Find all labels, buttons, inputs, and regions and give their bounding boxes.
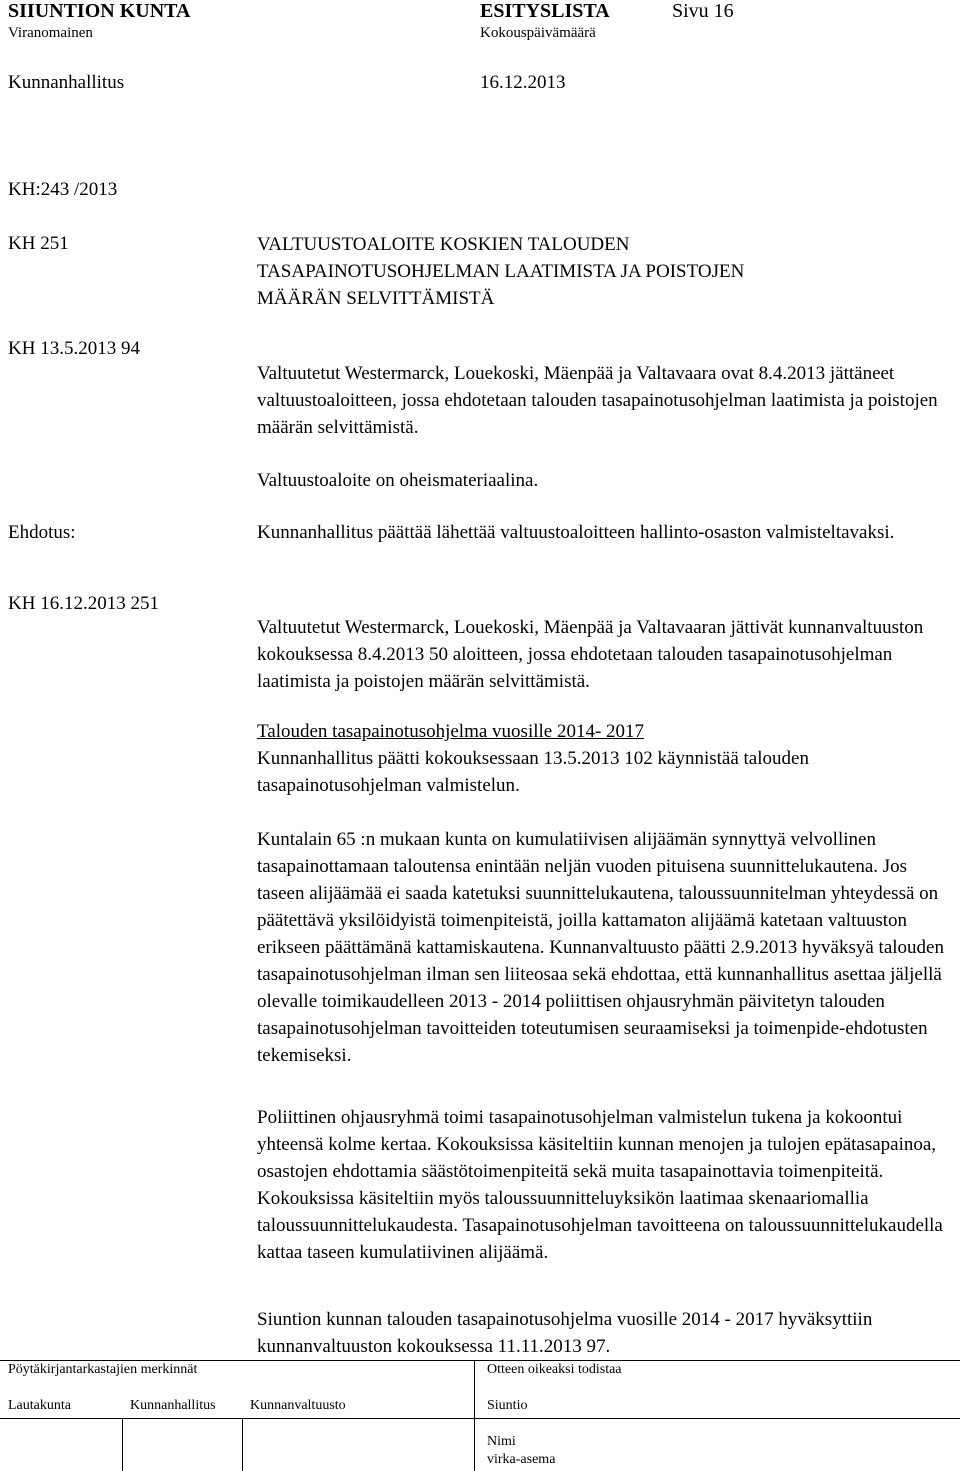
section-number: KH 251 (8, 233, 69, 254)
paragraph-steering-group: Poliittinen ohjausryhmä toimi tasapainotusohjelman valmistelun tukena ja kokoontui yhteensä kolme kertaa. Kokouksissa käsiteltiin kunnan menojen ja tulojen epätasapainoa, osastojen ehdottamia säästötoimenpiteitä sekä muita tasapainottavia toimenpiteitä. Kokouksissa käsiteltiin myös taloussuunnitteluyksikön laatimaa skenaariomallia taloussuunnittelukaudesta. Tasapainotusohjelman tavoitteena on taloussuunnittelukaudella kattaa taseen kumulatiivinen alijäämä. (257, 1107, 943, 1263)
footer-name-label: Nimi (487, 1434, 516, 1449)
current-section: KH 16.12.2013 251 (8, 593, 159, 614)
municipality-name: SIIUNTION KUNTA (8, 0, 191, 22)
section-heading: Talouden tasapainotusohjelma vuosille 2014- 2017 (257, 721, 645, 742)
paragraph-attachment: Valtuustoaloite on oheismateriaalina. (257, 470, 539, 491)
previous-section: KH 13.5.2013 94 (8, 338, 140, 359)
footer-checkers-label: Pöytäkirjantarkastajien merkinnät (8, 1362, 198, 1377)
page-number: Sivu 16 (672, 0, 734, 22)
meeting-date-label: Kokouspäivämäärä (480, 25, 596, 41)
paragraph-approval: Siuntion kunnan talouden tasapainotusohjelma vuosille 2014 - 2017 hyväksyttiin kunnanvaltuuston kokouksessa 11.11.2013 97. (257, 1309, 873, 1357)
paragraph-board-decision: Kunnanhallitus päätti kokouksessaan 13.5.2013 102 käynnistää talouden tasapainotusohjelman valmistelun. (257, 748, 809, 796)
department-label: Viranomainen (8, 25, 93, 41)
paragraph-proposal: Kunnanhallitus päättää lähettää valtuustoaloitteen hallinto-osaston valmisteltavaksi. (257, 522, 895, 543)
proposal-label: Ehdotus: (8, 522, 76, 543)
paragraph-municipal-act: Kuntalain 65 :n mukaan kunta on kumulatiivisen alijäämän synnyttyä velvollinen tasapainottamaan taloutensa enintään neljän vuoden pituisena suunnittelukautena. Jos taseen alijäämää ei saada katetuksi suunnittelukautena, taloussuunnitelman yhteydessä on päätettävä yksilöidyistä toimenpiteistä, joilla kattamaton alijäämä katetaan valtuuston erikseen päättämänä kattamiskautena. Kunnanvaltuusto päätti 2.9.2013 hyväksyä talouden tasapainotusohjelman ilman sen liiteosaa sekä ehdottaa, että kunnanhallitus asettaa jäljellä olevalle toimikaudelleen 2013 - 2014 poliittisen ohjausryhmän päivitetyn talouden tasapainotusohjelman tavoitteiden toteutumisen seuraamiseksi ja toimenpide-ehdotusten tekemiseksi. (257, 829, 944, 1066)
meeting-date: 16.12.2013 (480, 72, 566, 93)
footer-col-lautakunta: Lautakunta (8, 1398, 71, 1413)
case-reference: KH:243 /2013 (8, 179, 118, 200)
document-type: ESITYSLISTA (480, 0, 610, 22)
agenda-title-line-2: TASAPAINOTUSOHJELMAN LAATIMISTA JA POISTOJEN (257, 261, 745, 282)
footer-certified-label: Otteen oikeaksi todistaa (487, 1362, 622, 1377)
footer-mid-rule (0, 1418, 960, 1419)
footer-col-kunnanvaltuusto: Kunnanvaltuusto (250, 1398, 346, 1413)
agenda-title-line-3: MÄÄRÄN SELVITTÄMISTÄ (257, 288, 495, 309)
footer-divider (474, 1360, 475, 1471)
agenda-title-line-1: VALTUUSTOALOITE KOSKIEN TALOUDEN (257, 234, 630, 255)
footer-col-divider-2 (242, 1418, 243, 1471)
paragraph-initiative: Valtuutetut Westermarck, Louekoski, Mäenpää ja Valtavaara ovat 8.4.2013 jättäneet valtuustoaloitteen, jossa ehdotetaan talouden tasapainotusohjelman laatimista ja poistojen määrän selvittämistä. (257, 363, 938, 438)
footer-col-kunnanhallitus: Kunnanhallitus (130, 1398, 216, 1413)
paragraph-council-initiative: Valtuutetut Westermarck, Louekoski, Mäenpää ja Valtavaaran jättivät kunnanvaltuuston kokouksessa 8.4.2013 50 aloitteen, jossa ehdotetaan talouden tasapainotusohjelman laatimista ja poistojen määrän selvittämistä. (257, 617, 924, 692)
footer-place: Siuntio (487, 1398, 528, 1413)
footer-title-label: virka-asema (487, 1452, 556, 1467)
governing-body: Kunnanhallitus (8, 72, 125, 93)
footer-top-rule (0, 1360, 960, 1361)
footer-col-divider-1 (122, 1418, 123, 1471)
